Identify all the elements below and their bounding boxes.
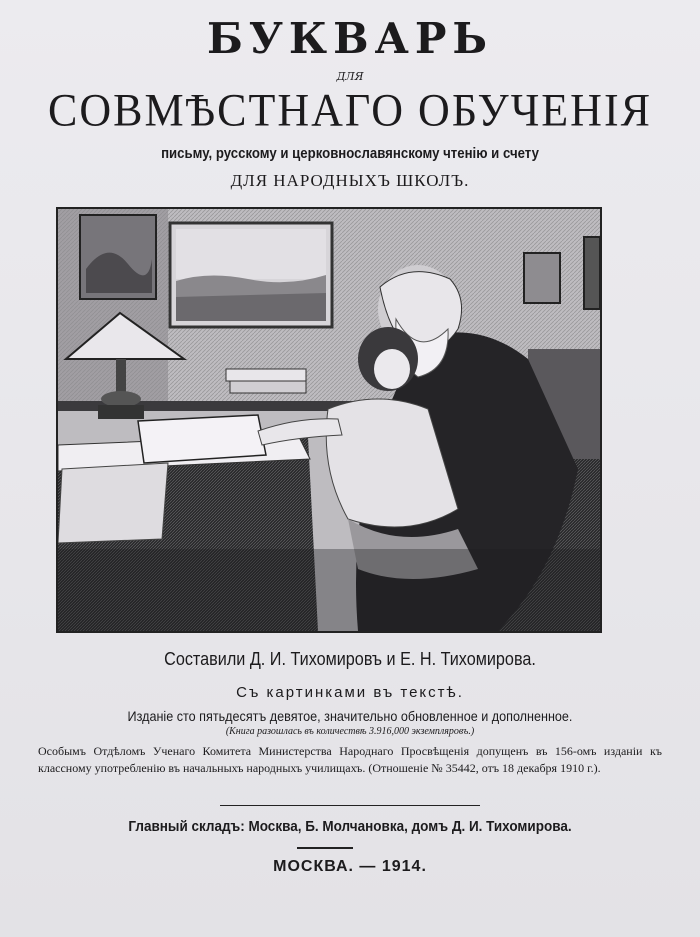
audience-line: ДЛЯ НАРОДНЫХЪ ШКОЛЪ. bbox=[230, 171, 470, 190]
print-run-note: (Книга разошлась въ количествѣ 3.916,000 экземпляровъ.) bbox=[225, 726, 475, 737]
wall-picture-left bbox=[80, 215, 156, 299]
warehouse-line: Главный складъ: Москва, Б. Молчановка, домъ Д. И. Тихомирова. bbox=[128, 818, 572, 835]
approval-paragraph: Особымъ Отдѣломъ Ученаго Комитета Министерства Народнаго Просвѣщенія допущенъ въ 156-омъ изданіи къ классному употребленію въ начальныхъ народныхъ училищахъ. (Отношеніе № 35442, отъ 18 декабря 1910 г.). bbox=[38, 744, 662, 775]
subjects-line: письму, русскому и церковнославянскому чтенію и счету bbox=[161, 145, 539, 162]
book-subtitle: СОВМѢСТНАГО ОБУЧЕНІЯ bbox=[48, 84, 652, 137]
edition-line: Изданіе сто пятьдесятъ девятое, значительно обновленное и дополненное. bbox=[127, 708, 573, 724]
title-connector: ДЛЯ bbox=[336, 70, 364, 83]
illustrations-note: Съ картинками въ текстѣ. bbox=[236, 684, 464, 701]
book-title: БУКВАРЬ bbox=[206, 14, 494, 63]
authors-line: Составили Д. И. Тихомировъ и Е. Н. Тихомирова. bbox=[164, 649, 536, 669]
short-divider-rule bbox=[297, 847, 353, 849]
divider-rule bbox=[220, 805, 480, 806]
wall-picture-landscape bbox=[170, 223, 332, 327]
imprint-city-year: МОСКВА. — 1914. bbox=[273, 858, 427, 875]
frontispiece-illustration bbox=[56, 207, 602, 633]
